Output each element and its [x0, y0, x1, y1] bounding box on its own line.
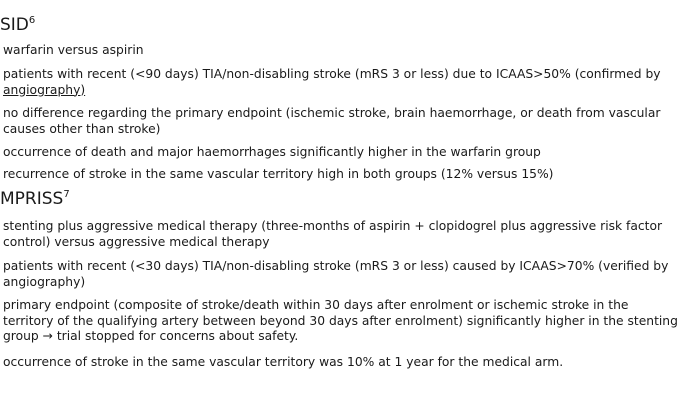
bullet-line: group → trial stopped for concerns about safety.	[3, 329, 299, 343]
bullet-line: patients with recent (<90 days) TIA/non-disabling stroke (mRS 3 or less) due to ICAAS>50% (confirmed by	[3, 67, 661, 81]
reference-superscript: 7	[63, 189, 70, 200]
bullet-item	[3, 355, 643, 371]
bullet-line: control) versus aggressive medical therapy	[3, 234, 270, 249]
bullet-line: occurrence of stroke in the same vascular territory was 10% at 1 year for the medical arm.	[3, 355, 564, 369]
section-heading-wasid	[0, 15, 35, 35]
bullet-line: stenting plus aggressive medical therapy (three-months of aspirin + clopidogrel plus aggressive risk factor	[3, 219, 663, 233]
reference-superscript: 6	[28, 15, 36, 26]
section-title: MPRISS	[0, 189, 64, 209]
bullet-item	[3, 167, 643, 183]
bullet-line: patients with recent (<30 days) TIA/non-disabling stroke (mRS 3 or less) caused by ICAAS>70% (verified by	[3, 259, 669, 273]
bullet-line: recurrence of stroke in the same vascular territory high in both groups (12% versus 15%)	[3, 167, 554, 181]
bullet-item	[3, 43, 643, 59]
bullet-line: warfarin versus aspirin	[3, 43, 144, 57]
bullet-line: causes other than stroke)	[3, 121, 161, 136]
bullet-line: angiography)	[3, 274, 86, 289]
bullet-item	[3, 145, 643, 161]
bullet-line: primary endpoint (composite of stroke/death within 30 days after enrolment or ischemic stroke in the	[3, 298, 629, 312]
bullet-item	[3, 219, 663, 250]
section-heading-sammpriss	[0, 189, 70, 209]
bullet-item	[3, 67, 661, 98]
bullet-item	[3, 106, 661, 137]
bullet-line: no difference regarding the primary endpoint (ischemic stroke, brain haemorrhage, or death from vascular	[3, 106, 661, 120]
bullet-item	[3, 298, 678, 345]
bullet-item	[3, 259, 669, 290]
bullet-line: angiography)	[3, 82, 86, 97]
bullet-line: occurrence of death and major haemorrhages significantly higher in the warfarin group	[3, 145, 541, 159]
bullet-line: territory of the qualifying artery between beyond 30 days after enrolment) significantly higher in the stenting	[3, 313, 678, 328]
section-title: SID	[0, 15, 29, 35]
